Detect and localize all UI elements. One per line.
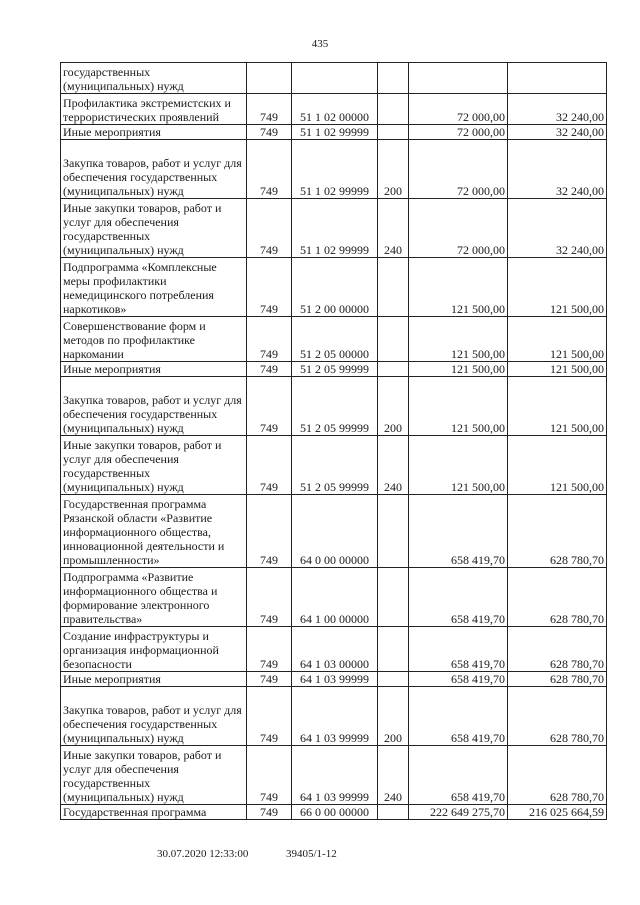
row-name: Государственная программа xyxy=(61,805,247,820)
row-code: 749 xyxy=(247,746,292,805)
row-name: Закупка товаров, работ и услуг для обеспечения государственных (муниципальных) нужд xyxy=(61,140,247,199)
row-amount-2: 121 500,00 xyxy=(508,362,607,377)
row-name: Иные мероприятия xyxy=(61,125,247,140)
row-expense-type xyxy=(378,125,409,140)
row-target-code: 64 1 03 99999 xyxy=(292,687,378,746)
row-name: Закупка товаров, работ и услуг для обеспечения государственных (муниципальных) нужд xyxy=(61,377,247,436)
row-expense-type xyxy=(378,495,409,568)
row-amount-2: 32 240,00 xyxy=(508,140,607,199)
row-expense-type: 200 xyxy=(378,687,409,746)
row-expense-type xyxy=(378,63,409,94)
table-row xyxy=(61,672,607,687)
row-target-code: 51 2 05 00000 xyxy=(292,317,378,362)
row-target-code: 51 2 05 99999 xyxy=(292,436,378,495)
row-amount-1: 121 500,00 xyxy=(409,362,508,377)
table-row xyxy=(61,377,607,436)
row-name: Иные мероприятия xyxy=(61,672,247,687)
row-code: 749 xyxy=(247,140,292,199)
row-code xyxy=(247,63,292,94)
row-amount-1: 121 500,00 xyxy=(409,436,508,495)
row-amount-1: 658 419,70 xyxy=(409,495,508,568)
row-target-code: 64 1 03 99999 xyxy=(292,672,378,687)
row-code: 749 xyxy=(247,94,292,125)
row-amount-2: 628 780,70 xyxy=(508,687,607,746)
row-amount-2: 121 500,00 xyxy=(508,258,607,317)
row-amount-2: 32 240,00 xyxy=(508,199,607,258)
row-target-code: 51 2 05 99999 xyxy=(292,377,378,436)
row-name: Иные мероприятия xyxy=(61,362,247,377)
budget-table xyxy=(60,62,607,820)
row-code: 749 xyxy=(247,125,292,140)
table-row xyxy=(61,199,607,258)
row-code: 749 xyxy=(247,377,292,436)
row-expense-type: 240 xyxy=(378,436,409,495)
row-code: 749 xyxy=(247,436,292,495)
table-row xyxy=(61,805,607,820)
row-target-code: 64 1 03 99999 xyxy=(292,746,378,805)
row-name: Иные закупки товаров, работ и услуг для обеспечения государственных (муниципальных) нужд xyxy=(61,436,247,495)
row-expense-type: 200 xyxy=(378,377,409,436)
row-expense-type xyxy=(378,627,409,672)
row-name: государственных (муниципальных) нужд xyxy=(61,63,247,94)
row-target-code: 51 2 00 00000 xyxy=(292,258,378,317)
row-code: 749 xyxy=(247,568,292,627)
row-target-code: 51 1 02 99999 xyxy=(292,199,378,258)
row-amount-1: 121 500,00 xyxy=(409,258,508,317)
row-amount-1: 658 419,70 xyxy=(409,746,508,805)
row-code: 749 xyxy=(247,199,292,258)
row-code: 749 xyxy=(247,317,292,362)
row-name: Совершенствование форм и методов по профилактике наркомании xyxy=(61,317,247,362)
row-code: 749 xyxy=(247,362,292,377)
row-code: 749 xyxy=(247,805,292,820)
table-row xyxy=(61,94,607,125)
row-code: 749 xyxy=(247,672,292,687)
row-expense-type xyxy=(378,672,409,687)
row-amount-2: 121 500,00 xyxy=(508,317,607,362)
row-target-code: 51 1 02 00000 xyxy=(292,94,378,125)
row-name: Создание инфраструктуры и организация информационной безопасности xyxy=(61,627,247,672)
row-amount-2: 628 780,70 xyxy=(508,672,607,687)
table-row xyxy=(61,627,607,672)
table-row xyxy=(61,362,607,377)
row-target-code: 66 0 00 00000 xyxy=(292,805,378,820)
row-amount-2: 628 780,70 xyxy=(508,627,607,672)
row-amount-2: 121 500,00 xyxy=(508,377,607,436)
row-target-code: 64 1 00 00000 xyxy=(292,568,378,627)
row-code: 749 xyxy=(247,687,292,746)
row-amount-1: 72 000,00 xyxy=(409,125,508,140)
budget-table-body xyxy=(61,63,607,820)
row-code: 749 xyxy=(247,258,292,317)
row-amount-1: 658 419,70 xyxy=(409,687,508,746)
row-amount-1: 658 419,70 xyxy=(409,672,508,687)
row-name: Подпрограмма «Развитие информационного общества и формирование электронного правительства» xyxy=(61,568,247,627)
row-amount-1 xyxy=(409,63,508,94)
row-name: Закупка товаров, работ и услуг для обеспечения государственных (муниципальных) нужд xyxy=(61,687,247,746)
page-number: 435 xyxy=(311,38,329,50)
table-row xyxy=(61,140,607,199)
row-amount-2 xyxy=(508,63,607,94)
table-row xyxy=(61,258,607,317)
row-code: 749 xyxy=(247,495,292,568)
row-amount-1: 222 649 275,70 xyxy=(409,805,508,820)
row-expense-type xyxy=(378,805,409,820)
row-target-code: 64 1 03 00000 xyxy=(292,627,378,672)
row-amount-1: 121 500,00 xyxy=(409,317,508,362)
row-expense-type xyxy=(378,362,409,377)
row-expense-type: 240 xyxy=(378,199,409,258)
row-name: Иные закупки товаров, работ и услуг для обеспечения государственных (муниципальных) нужд xyxy=(61,199,247,258)
row-name: Подпрограмма «Комплексные меры профилактики немедицинского потребления наркотиков» xyxy=(61,258,247,317)
row-amount-2: 628 780,70 xyxy=(508,568,607,627)
row-expense-type xyxy=(378,568,409,627)
table-row xyxy=(61,125,607,140)
table-row xyxy=(61,495,607,568)
row-target-code: 51 1 02 99999 xyxy=(292,125,378,140)
row-code: 749 xyxy=(247,627,292,672)
row-expense-type: 240 xyxy=(378,746,409,805)
row-amount-2: 216 025 664,59 xyxy=(508,805,607,820)
table-row xyxy=(61,746,607,805)
footer-datetime: 30.07.2020 12:33:00 xyxy=(157,848,249,860)
row-expense-type xyxy=(378,94,409,125)
row-name: Иные закупки товаров, работ и услуг для обеспечения государственных (муниципальных) нужд xyxy=(61,746,247,805)
row-amount-1: 72 000,00 xyxy=(409,199,508,258)
row-name: Профилактика экстремистских и террористических проявлений xyxy=(61,94,247,125)
table-row xyxy=(61,63,607,94)
table-row xyxy=(61,317,607,362)
footer-doc-id: 39405/1-12 xyxy=(286,848,337,860)
table-row xyxy=(61,687,607,746)
row-expense-type: 200 xyxy=(378,140,409,199)
row-name: Государственная программа Рязанской области «Развитие информационного общества, инновационной деятельности и промышленности» xyxy=(61,495,247,568)
row-target-code: 64 0 00 00000 xyxy=(292,495,378,568)
row-target-code xyxy=(292,63,378,94)
row-expense-type xyxy=(378,317,409,362)
row-amount-1: 72 000,00 xyxy=(409,94,508,125)
row-target-code: 51 1 02 99999 xyxy=(292,140,378,199)
row-amount-2: 121 500,00 xyxy=(508,436,607,495)
table-row xyxy=(61,568,607,627)
row-amount-2: 628 780,70 xyxy=(508,746,607,805)
row-amount-1: 72 000,00 xyxy=(409,140,508,199)
row-target-code: 51 2 05 99999 xyxy=(292,362,378,377)
row-expense-type xyxy=(378,258,409,317)
table-row xyxy=(61,436,607,495)
row-amount-2: 628 780,70 xyxy=(508,495,607,568)
row-amount-1: 121 500,00 xyxy=(409,377,508,436)
row-amount-2: 32 240,00 xyxy=(508,94,607,125)
row-amount-1: 658 419,70 xyxy=(409,568,508,627)
row-amount-2: 32 240,00 xyxy=(508,125,607,140)
row-amount-1: 658 419,70 xyxy=(409,627,508,672)
